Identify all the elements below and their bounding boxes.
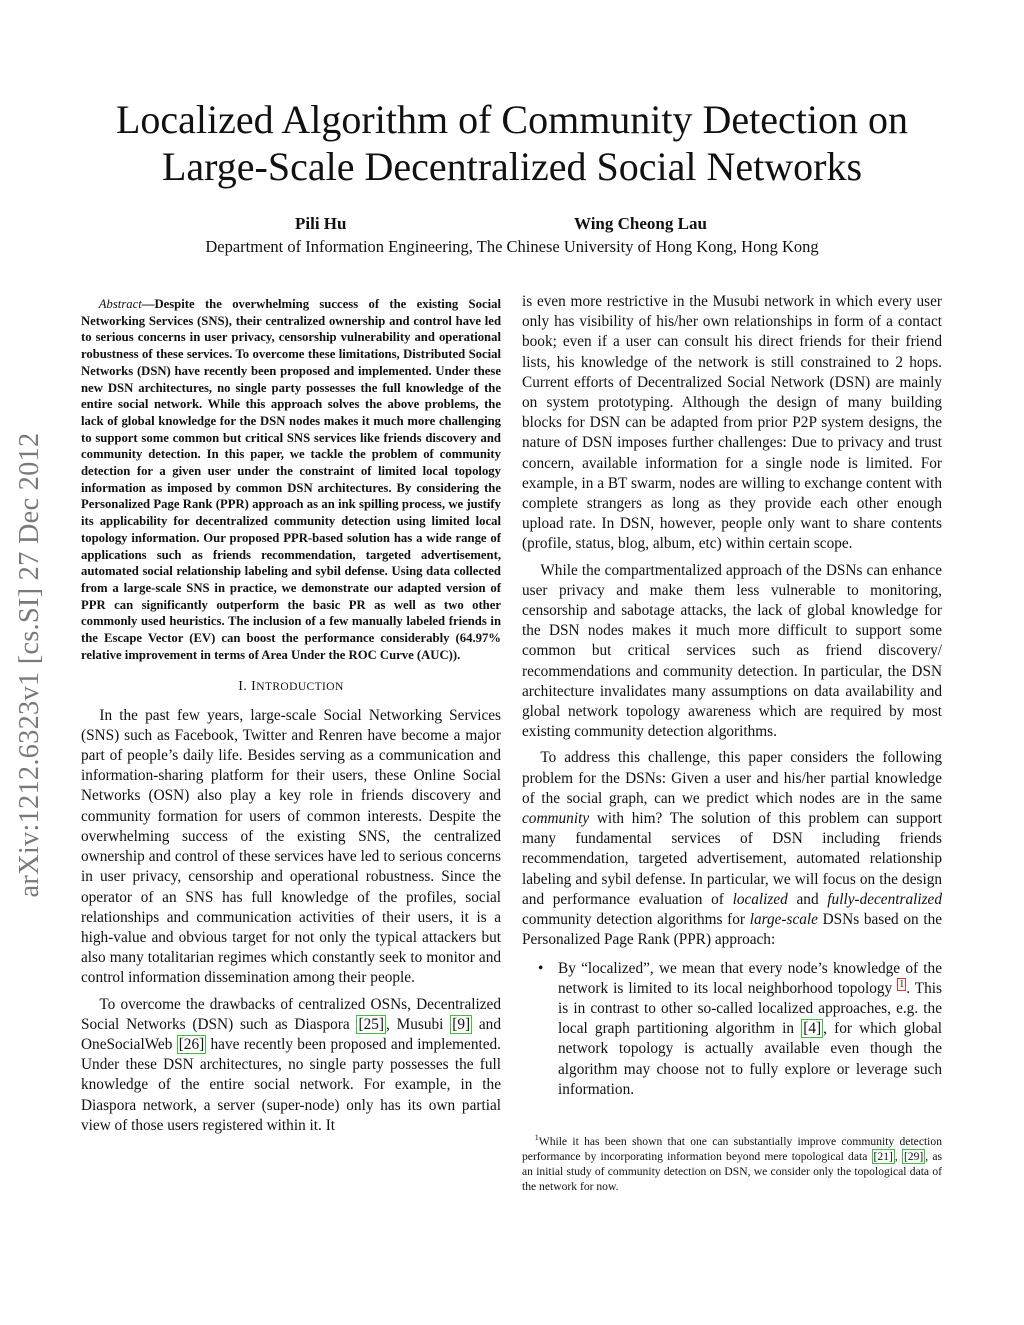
rp3-text-d: DSNs based on the Personalized Page Rank (PPR) approach: [522, 911, 943, 949]
list-item [558, 959, 942, 1100]
citation-21[interactable]: [21] [873, 1149, 893, 1163]
affiliation: Department of Information Engineering, The Chinese University of Hong Kong, Hong Kong [205, 237, 819, 256]
right-column [522, 292, 942, 1195]
right-paragraph-3 [522, 748, 942, 950]
citation-26[interactable]: [26] [178, 1035, 205, 1053]
footnote-text-a: While it has been shown that one can substantially improve community detection performance by incorporating information beyond mere topological data [522, 1134, 942, 1163]
rp3-and: and [787, 890, 828, 908]
rp3-largescale: large-scale [749, 911, 818, 929]
right-paragraph-1: is even more restrictive in the Musubi network in which every user only has visibility of his/her own relationships in form of a contact book; even if a user can consult his direct friends for their friend lists, his knowledge of the network is still constrained to 2 hops. Current efforts of Decentralized Social Network (DSN) are mainly on system prototyping. Although the design of many building blocks for DSN can be adapted from prior P2P system designs, the nature of DSN imposes further challenges: Due to privacy and trust concern, available information for a single node is limited. For example, in a BT swarm, nodes are willing to exchange content with complete strangers as long as they provide each other enough upload rate. In DSN, however, people only want to share contents (profile, status, blog, album, etc) within certain scope. [522, 293, 942, 553]
rp3-text-a: To address this challenge, this paper considers the following problem for the DSNs: Given a user and his/her partial knowledge of the social graph, can we predict which nodes are in the same [522, 749, 942, 807]
intro-paragraph-1: In the past few years, large-scale Social Networking Services (SNS) such as Facebook, Twitter and Renren have become a major part of people’s daily life. Besides serving as a communication and information-sharing platform for their users, these Online Social Networks (OSN) also play a key role in friends discovery and community formation for users of common interests. Despite the overwhelming success of the existing SNS, the centralized ownership and control of these services have led to serious concerns in user privacy, censorship and operational robustness. Since the operator of an SNS has full knowledge of the profiles, social relationships and communication activities of their users, it is a high-value and obvious target for not only the typical attackers but also many totalitarian regimes which constantly seek to monitor and control information dissemination among their people. [81, 706, 501, 987]
footnote-sep: , [894, 1149, 902, 1163]
footnote-ref-1[interactable]: 1 [899, 978, 905, 990]
intro-p2-text-c: and OneSocialWeb [81, 1015, 501, 1053]
bullet-text-a: By “localized”, we mean that every node’s knowledge of the network is limited to its local neighborhood topology [558, 959, 942, 997]
left-column [81, 292, 501, 1136]
bullet-list [522, 959, 942, 1100]
author-2: Wing Cheong Lau [574, 214, 707, 233]
abstract [81, 296, 501, 663]
title-line-2: Large-Scale Decentralized Social Networks [161, 144, 863, 189]
citation-9[interactable]: [9] [452, 1015, 471, 1033]
abstract-dash: — [141, 297, 155, 311]
abstract-label: Abstract [98, 297, 142, 311]
rp3-text-b: with him? The solution of this problem can support many fundamental services of DSN including friends recommendation, targeted advertisement, automated relationship labeling and sybil defense. In particular, we will focus on the design and performance evaluation of [522, 810, 942, 908]
bullet-text-c: , for which global network topology is actually available even though the algorithm may choose not to fully explore or leverage such information. [558, 1020, 942, 1098]
section-first-letter: I [251, 679, 257, 695]
section-number: I. [238, 679, 248, 695]
citation-25[interactable]: [25] [358, 1015, 384, 1033]
rp3-fully: fully-decentralized [827, 890, 942, 908]
intro-p2-text-a: To overcome the drawbacks of centralized OSNs, Decentralized Social Networks (DSN) such as Diaspora [81, 995, 501, 1033]
section-heading-introduction [81, 677, 501, 697]
paper-title [60, 96, 964, 190]
bullet-text-b: . This is in contrast to other so-called localized approaches, e.g. the local graph partitioning algorithm in [558, 979, 942, 1038]
right-paragraph-2: While the compartmentalized approach of the DSNs can enhance user privacy and make them less vulnerable to monitoring, censorship and sabotage attacks, the lack of global knowledge for the DSN nodes makes it much more difficult to support some common but critical services such as friend discovery/ recommendations and community detection. In particular, the DSN architecture invalidates many assumptions on data availability and global network topology awareness which are required by most existing community detection algorithms. [522, 561, 942, 741]
section-rest: NTRODUCTION [256, 681, 344, 694]
rp3-community: community [522, 810, 590, 828]
rp3-text-c: community detection algorithms for [522, 911, 750, 929]
intro-p2-text-d: have recently been proposed and implemented. Under these DSN architectures, no single party possesses the full knowledge of the entire social network. For example, in the Diaspora network, a server (super-node) only has its own partial view of those users registered within it. It [81, 1035, 501, 1134]
footnote [522, 1130, 942, 1195]
footnote-mark: 1 [534, 1132, 539, 1142]
abstract-text: Despite the overwhelming success of the existing Social Networking Services (SNS), their centralized ownership and control have led to serious concerns in user privacy, censorship vulnerability and operational robustness of these services. To overcome these limitations, Distributed Social Networks (DSN) have recently been proposed and implemented. Under these new DSN architectures, no single party possesses the full knowledge of the entire social network. While this approach solves the above problems, the lack of global knowledge for the DSN nodes makes it much more challenging to support some common but critical SNS services like friends discovery and community detection. In this paper, we tackle the problem of community detection for a given user under the constraint of limited local topology information as imposed by common DSN architectures. By considering the Personalized Page Rank (PPR) approach as an ink spilling process, we justify its applicability for decentralized community detection using limited local topology information. Our proposed PPR-based solution has a wide range of applications such as friends recommendation, targeted advertisement, automated social relationship labeling and sybil defense. Using data collected from a large-scale SNS in practice, we demonstrate our adapted version of PPR can significantly outperform the basic PR as well as two other commonly used heuristics. The inclusion of a few manually labeled friends in the Escape Vector (EV) can boost the performance considerably (64.97% relative improvement in terms of Area Under the ROC Curve (AUC)). [81, 297, 501, 662]
author-1: Pili Hu [295, 214, 347, 233]
footnote-text-b: , as an initial study of community detection on DSN, we consider only the topological data of the network for now. [522, 1149, 942, 1194]
intro-p2-text-b: , Musubi [385, 1015, 451, 1033]
citation-4[interactable]: [4] [803, 1020, 822, 1038]
title-line-1: Localized Algorithm of Community Detection on [115, 97, 909, 142]
rp3-localized: localized [732, 890, 788, 908]
citation-29[interactable]: [29] [903, 1149, 924, 1163]
arxiv-stamp: arXiv:1212.6323v1 [cs.SI] 27 Dec 2012 [14, 432, 45, 898]
intro-paragraph-2 [81, 995, 501, 1136]
